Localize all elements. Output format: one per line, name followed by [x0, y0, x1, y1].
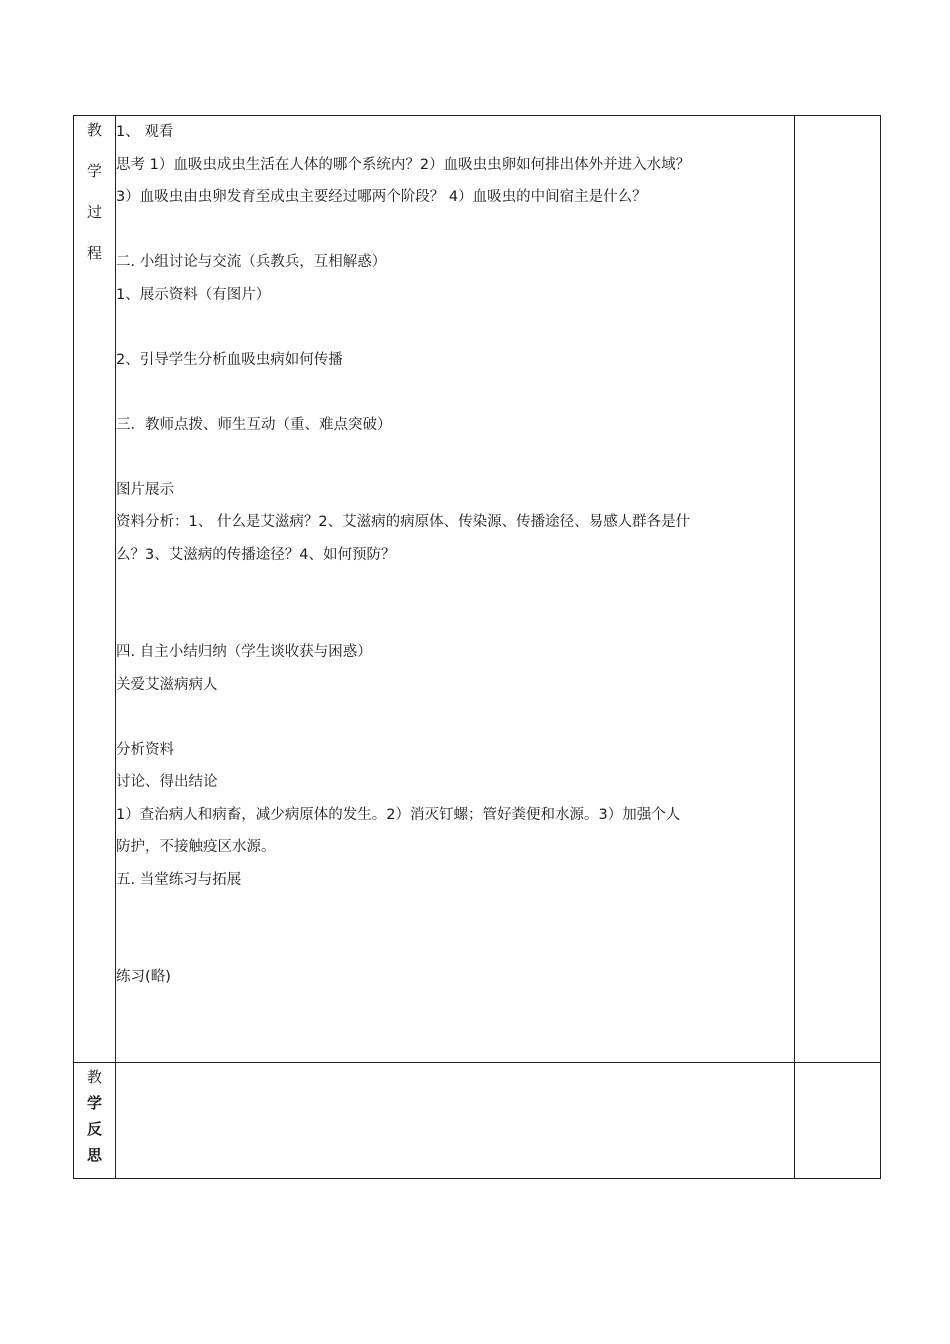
text-line: 分析资料 — [116, 741, 175, 758]
teaching-reflection-row — [74, 1063, 881, 1179]
teaching-reflection-label-cell — [74, 1063, 116, 1179]
text-line: 关爱艾滋病病人 — [116, 676, 218, 693]
section-heading: 四. 自主小结归纳（学生谈收获与困惑） — [116, 644, 372, 660]
lesson-plan-table — [73, 115, 881, 1179]
reflect-label-char: 学 — [87, 1094, 103, 1112]
teaching-reflection-extra-cell — [794, 1063, 880, 1179]
text-line: 么？3、艾滋病的传播途径？4、如何预防？ — [116, 546, 396, 563]
text-line: 2、引导学生分析血吸虫病如何传播 — [116, 351, 343, 368]
teaching-process-label-cell — [74, 116, 116, 1063]
text-line: 资料分析：1、 什么是艾滋病？2、艾滋病的病原体、传染源、传播途径、易感人群各是什 — [116, 514, 691, 530]
text-line: 思考 1）血吸虫成虫生活在人体的哪个系统内？2）血吸虫虫卵如何排出体外并进入水域？ — [116, 156, 691, 173]
teaching-process-extra-cell — [794, 116, 880, 1063]
text-line: 讨论、得出结论 — [116, 774, 218, 790]
section-heading: 三．教师点拨、师生互动（重、难点突破） — [116, 416, 392, 433]
text-line: 图片展示 — [116, 481, 175, 498]
text-line: 1、展示资料（有图片） — [116, 286, 271, 303]
process-label-char: 过 — [87, 203, 103, 221]
process-label-char: 教 — [87, 121, 103, 139]
teaching-reflection-content — [116, 1063, 795, 1179]
reflect-label-char: 教 — [87, 1068, 103, 1086]
reflect-label-char: 思 — [87, 1146, 103, 1164]
teaching-process-row — [74, 116, 881, 1063]
process-label-char: 程 — [87, 244, 103, 262]
text-line: 3）血吸虫由虫卵发育至成虫主要经过哪两个阶段？ 4）血吸虫的中间宿主是什么？ — [116, 189, 647, 205]
process-label-char: 学 — [87, 162, 103, 180]
text-line: 1）查治病人和病畜，减少病原体的发生。2）消灭钉螺；管好粪便和水源。3）加强个人 — [116, 806, 681, 823]
reflect-label-char: 反 — [87, 1120, 103, 1138]
text-line: 练习(略) — [116, 969, 171, 985]
text-line: 1、 观看 — [116, 124, 174, 140]
teaching-process-content — [116, 116, 795, 1063]
section-heading: 五. 当堂练习与拓展 — [116, 871, 242, 888]
section-heading: 二. 小组讨论与交流（兵教兵，互相解惑） — [116, 254, 387, 270]
text-line: 防护，不接触疫区水源。 — [116, 839, 276, 855]
